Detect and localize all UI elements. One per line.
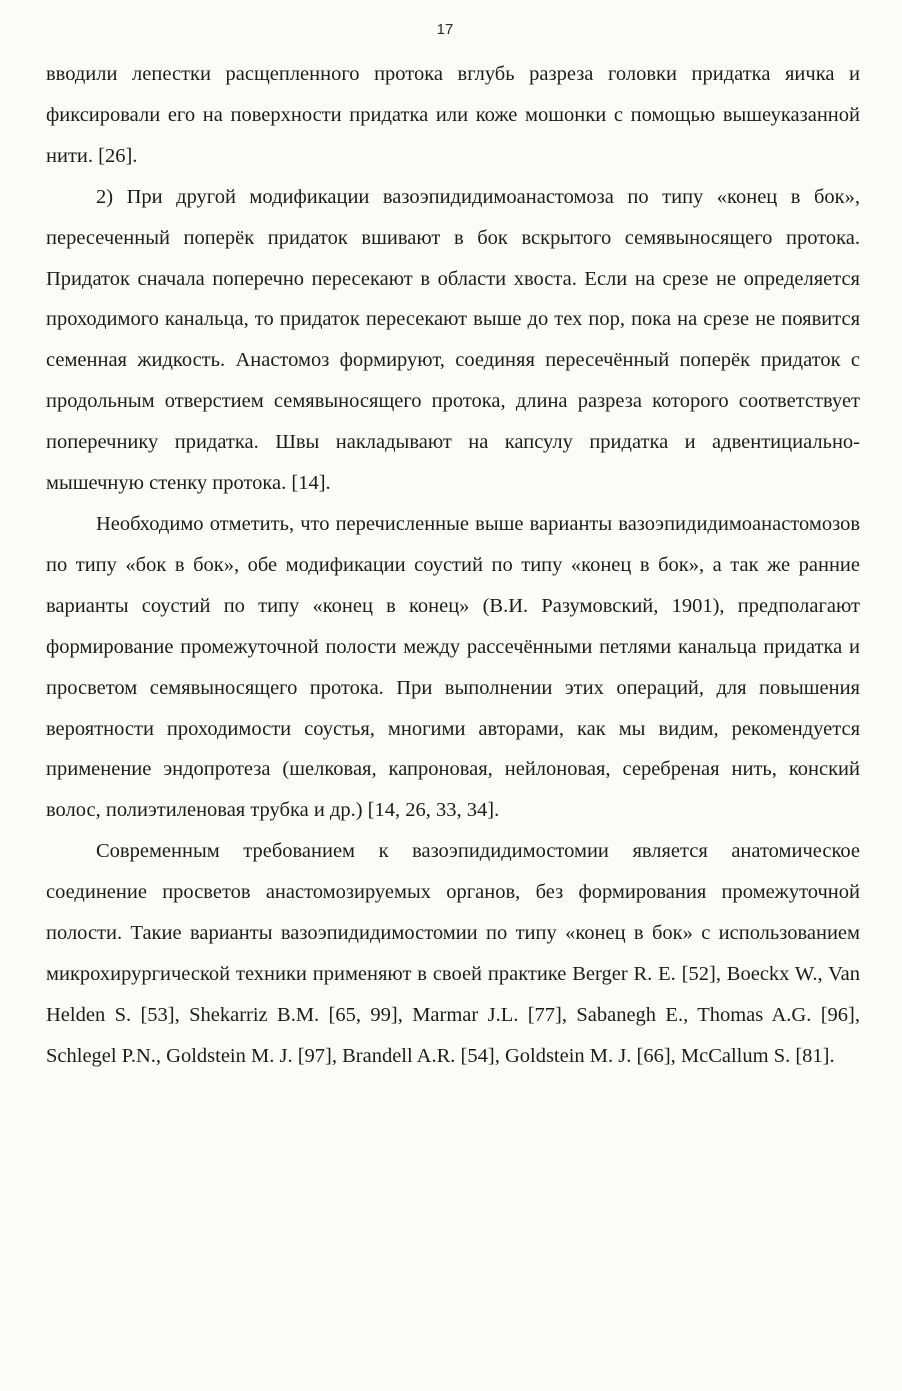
body-text <box>46 54 860 1077</box>
paragraph-modification-end-to-side: 2) При другой модификации вазоэпидидимоанастомоза по типу «конец в бок», пересеченный поперёк придаток вшивают в бок вскрытого семявыносящего протока. Придаток сначала поперечно пересекают в области хвоста. Если на срезе не определяется проходимого канальца, то придаток пересекают выше до тех пор, пока на срезе не появится семенная жидкость. Анастомоз формируют, соединяя пересечённый поперёк придаток с продольным отверстием семявыносящего протока, длина разреза которого соответствует поперечнику придатка. Швы накладывают на капсулу придатка и адвентициально-мышечную стенку протока. [14]. <box>46 185 860 495</box>
paragraph-continuation: вводили лепестки расщепленного протока вглубь разреза головки придатка яичка и фиксировали его на поверхности придатка или коже мошонки с помощью вышеуказанной нити. [26]. <box>46 63 860 167</box>
paragraph-modern-requirement: Современным требованием к вазоэпидидимостомии является анатомическое соединение просветов анастомозируемых органов, без формирования промежуточной полости. Такие варианты вазоэпидидимостомии по типу «конец в бок» с использованием микрохирургической техники применяют в своей практике Berger R. E. [52], Boeckx W., Van Helden S. [53], Shekarriz B.M. [65, 99], Marmar J.L. [77], Sabanegh E., Thomas A.G. [96], Schlegel P.N., Goldstein M. J. [97], Brandell A.R. [54], Goldstein M. J. [66], McCallum S. [81]. <box>46 840 860 1067</box>
paragraph-intermediate-cavity: Необходимо отметить, что перечисленные выше варианты вазоэпидидимоанастомозов по типу «бок в бок», обе модификации соустий по типу «конец в бок», а так же ранние варианты соустий по типу «конец в конец» (В.И. Разумовский, 1901), предполагают формирование промежуточной полости между рассечёнными петлями канальца придатка и просветом семявыносящего протока. При выполнении этих операций, для повышения вероятности проходимости соустья, многими авторами, как мы видим, рекомендуется применение эндопротеза (шелковая, капроновая, нейлоновая, серебреная нить, конский волос, полиэтиленовая трубка и др.) [14, 26, 33, 34]. <box>46 512 860 822</box>
page-number: 17 <box>436 21 454 38</box>
